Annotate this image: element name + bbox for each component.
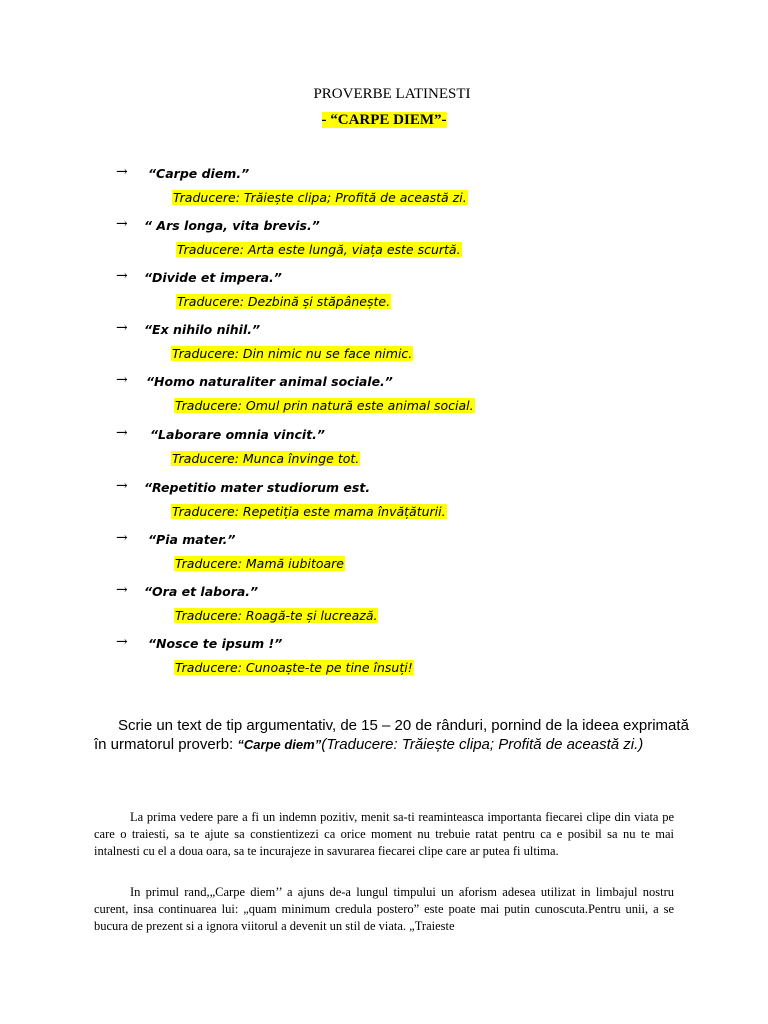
subtitle-highlight: - “CARPE DIEM”-: [321, 112, 447, 128]
arrow-icon: →: [116, 582, 128, 598]
task-translation: (Traducere: Trăiește clipa; Profită de această zi.): [321, 736, 644, 753]
arrow-icon: →: [116, 216, 128, 232]
proverb-translation: Traducere: Omul prin natură este animal social.: [175, 398, 474, 413]
proverb-latin: “Homo naturaliter animal sociale.”: [146, 374, 393, 389]
document-title: PROVERBE LATINESTI: [313, 86, 471, 102]
arrow-icon: →: [116, 164, 128, 180]
task-text: Scrie un text de tip argumentativ, de 15 – 20 de rânduri, pornind de la ideea exprimată în urmatorul proverb:: [94, 717, 689, 753]
task-paragraph: [94, 716, 694, 754]
arrow-icon: →: [116, 530, 128, 546]
essay-paragraph-2-text: In primul rand,„Carpe diem’’ a ajuns de-a lungul timpului un aforism adesea utilizat in limbajul nostru curent, insa continuarea lui: „quam minimum credula postero” este poate mai putin cunoscuta.Pentru unii, a se bucura de prezent si a ignora viitorul a devenit un stil de viata. „Traieste: [94, 885, 674, 933]
arrow-icon: →: [116, 478, 128, 494]
document-subtitle: [0, 112, 768, 129]
proverb-translation: Traducere: Dezbină și stăpânește.: [177, 294, 391, 309]
essay-paragraph-2: [94, 884, 674, 935]
proverb-translation: Traducere: Arta este lungă, viața este scurtă.: [177, 242, 461, 257]
proverb-translation: Traducere: Cunoaște-te pe tine însuți!: [175, 660, 413, 675]
arrow-icon: →: [116, 320, 128, 336]
proverb-latin: “Pia mater.”: [148, 532, 236, 547]
proverb-latin: “Ex nihilo nihil.”: [144, 322, 261, 337]
proverb-latin: “ Ars longa, vita brevis.”: [144, 218, 320, 233]
arrow-icon: →: [116, 425, 128, 441]
proverb-latin: “Laborare omnia vincit.”: [150, 427, 325, 442]
arrow-icon: →: [116, 634, 128, 650]
essay-paragraph-1-text: La prima vedere pare a fi un indemn pozitiv, menit sa-ti reaminteasca importanta fiecarei clipe din viata pe care o traiesti, sa te ajute sa constientizezi ca orice moment nu trebuie ratat pentru ca e posibil sa nu te mai intalnesti cu el a doua oara, sa te incurajeze in savurarea fiecarei clipe care ar putea fi ultima.: [94, 810, 674, 858]
proverb-latin: “Repetitio mater studiorum est.: [144, 480, 371, 495]
task-quote: “Carpe diem”: [237, 737, 322, 752]
arrow-icon: →: [116, 268, 128, 284]
proverb-translation: Traducere: Munca învinge tot.: [172, 451, 360, 466]
proverb-latin: “Nosce te ipsum !”: [148, 636, 283, 651]
proverb-translation: Traducere: Roagă-te și lucrează.: [175, 608, 378, 623]
proverb-translation: Traducere: Trăiește clipa; Profită de această zi.: [173, 190, 467, 205]
proverb-translation: Traducere: Din nimic nu se face nimic.: [172, 346, 413, 361]
arrow-icon: →: [116, 372, 128, 388]
proverb-latin: “Carpe diem.”: [148, 166, 250, 181]
proverb-latin: “Ora et labora.”: [144, 584, 259, 599]
proverb-translation: Traducere: Mamă iubitoare: [175, 556, 344, 571]
essay-paragraph-1: [94, 809, 674, 860]
proverb-latin: “Divide et impera.”: [144, 270, 282, 285]
proverb-translation: Traducere: Repetiția este mama învățăturii.: [172, 504, 446, 519]
